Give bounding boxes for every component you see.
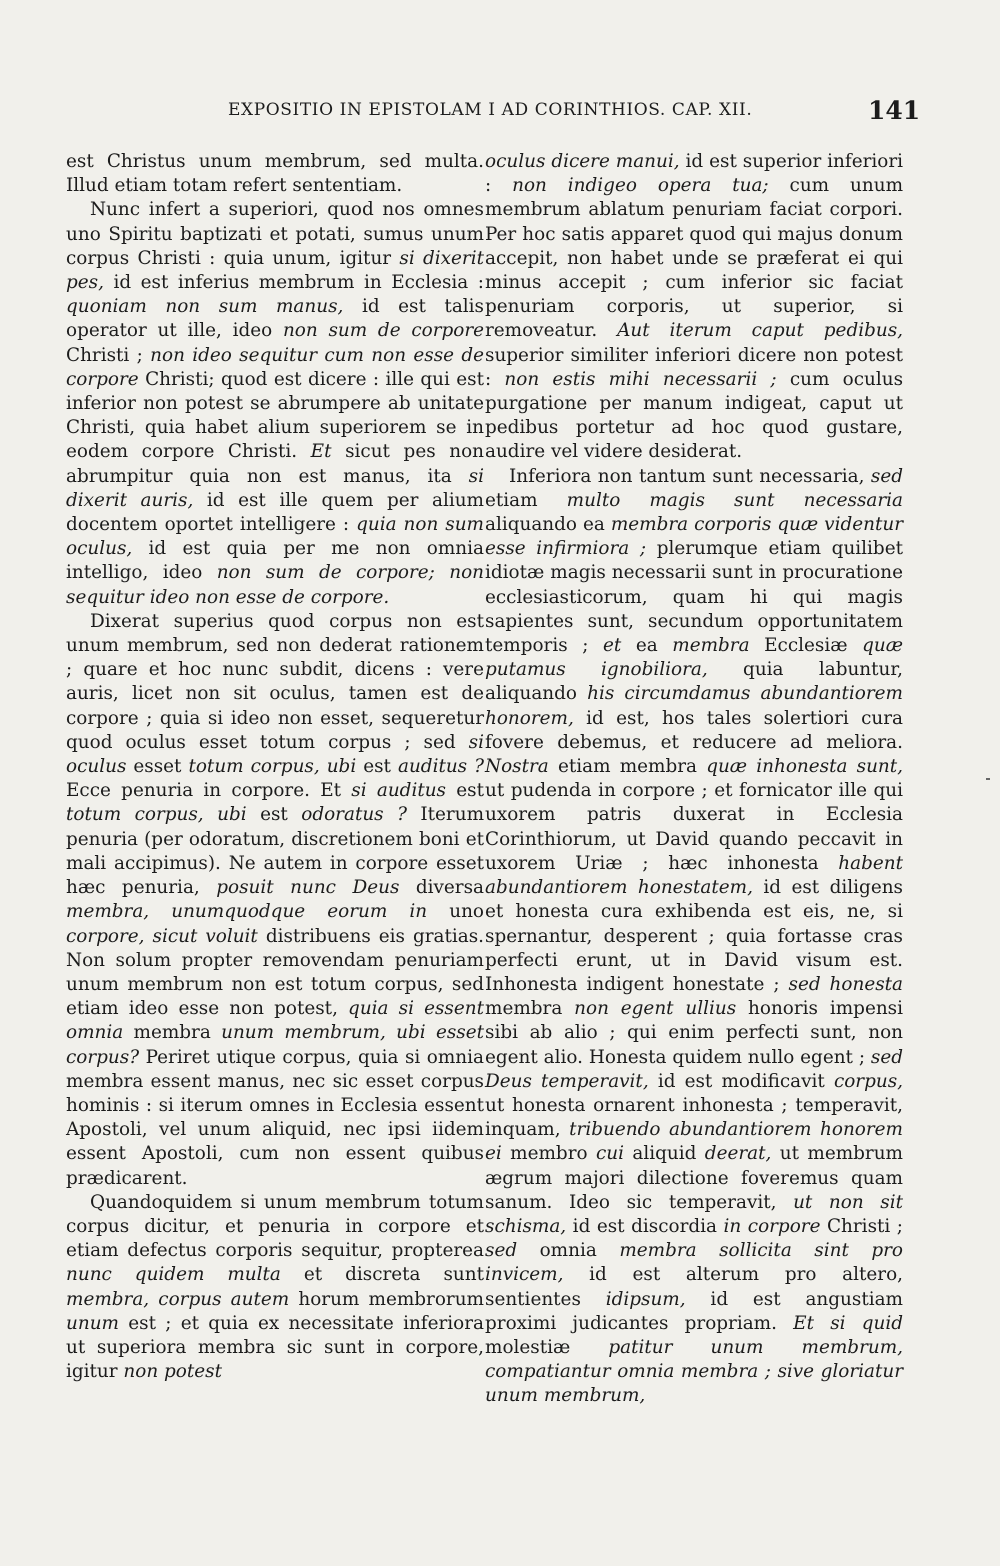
italic-text: non sum de corpore: [282, 320, 485, 342]
italic-text: membra, unumquodque eorum in: [66, 901, 428, 923]
text-run: ut membrum ægrum majori dilectione foveremus quam sanum. Ideo sic temperavit,: [485, 1143, 903, 1213]
italic-text: tribuendo abundantiorem honorem ei: [485, 1119, 903, 1165]
italic-text: totum corpus, ubi: [188, 756, 357, 778]
running-title: EXPOSITIO IN EPISTOLAM I AD CORINTHIOS. CAP. XII.: [228, 100, 753, 120]
text-run: est: [356, 756, 398, 778]
text-run: Christi; quod est dicere : ille qui est inferior non potest se abrumpere ab unitate Christi, quia habet alium superiorem se in eodem corpore Christi.: [66, 368, 484, 463]
text-run: Ecce penuria in corpore. Et: [66, 780, 352, 802]
text-run: uno: [427, 901, 484, 923]
italic-text: non egent ullius: [574, 998, 737, 1020]
italic-text: quia si essent omnia: [66, 998, 484, 1044]
text-run: id est, hos tales solertiori cura fovere debemus, et reducere ad meliora.: [485, 707, 903, 753]
italic-text: multo magis sunt necessaria: [566, 489, 903, 511]
left-column: [66, 150, 484, 1384]
italic-text: non potest: [123, 1361, 222, 1383]
text-run: cum oculus purgatione per manum indigeat, caput ut pedibus portetur ad hoc quod gustare, audire vel videre desiderat.: [485, 368, 904, 463]
text-run: est: [246, 804, 302, 826]
paragraph: [485, 150, 903, 465]
text-run: honoris impensi sibi ab alio ; qui enim perfecti sunt, non egent alio. Honesta quidem nullo egent ;: [485, 998, 903, 1068]
text-run: aliquid: [624, 1143, 705, 1165]
text-run: et discreta sunt: [280, 1264, 485, 1286]
text-run: esset: [126, 756, 189, 778]
text-run: Ecclesiæ: [749, 635, 863, 657]
text-run: Quandoquidem si unum membrum totum corpus dicitur, et penuria in corpore et etiam defectus corporis sequitur, propterea: [66, 1191, 484, 1262]
italic-text: idipsum,: [605, 1288, 686, 1310]
text-run: molestiæ: [485, 1336, 609, 1358]
page-speck: [986, 778, 990, 780]
italic-text: non ideo sequitur cum non esse de corpore: [66, 344, 484, 390]
text-run: cum unum membrum ablatum penuriam faciat corpori. Per hoc satis apparet quod qui majus donum accepit, non habet unde se præferat ei qui minus accepit ; cum inferior sic faciat penuriam corporis, ut superior, si removeatur.: [485, 175, 904, 342]
italic-text: quoniam non sum manus,: [66, 296, 344, 318]
paragraph: [66, 150, 484, 198]
text-run: Periret utique corpus, quia si omnia membra essent manus, nec sic esset corpus hominis : si iterum omnes in Ecclesia essent Apostoli, vel unum aliquid, nec ipsi iidem essent Apostoli, cum non essent quibus prædicarent.: [66, 1046, 484, 1189]
text-run: membra: [485, 998, 575, 1020]
text-run: Inferiora non tantum sunt necessaria,: [509, 465, 871, 487]
text-run: est: [446, 780, 484, 802]
italic-text: quæ inhonesta sunt,: [706, 756, 904, 778]
text-run: ut honesta ornarent inhonesta ; temperavit, inquam,: [485, 1094, 903, 1141]
italic-text: in corpore: [723, 1215, 821, 1237]
paragraph: [66, 610, 484, 1191]
italic-text: posuit nunc Deus: [216, 877, 400, 899]
italic-text: sed honesta: [788, 973, 903, 995]
paragraph: [485, 465, 903, 1409]
text-run: id est superior inferiori :: [485, 151, 904, 197]
text-run: id est diligens et honesta cura exhibenda est eis, ne, si spernantur, desperent ; quia fortasse cras perfecti erunt, ut in David visum est. Inhonesta indigent honestate ;: [485, 877, 903, 995]
text-run: id est angustiam proximi judicantes propriam.: [485, 1288, 903, 1334]
text-run: id est discordia: [566, 1215, 724, 1237]
italic-text: non indigeo opera tua;: [512, 175, 769, 197]
text-run: Dixerat superius quod corpus non est unum membrum, sed non dederat rationem ; quare et hoc nunc subdit, dicens : vere auris, licet non sit oculus, tamen est de corpore ; quia si ideo non esset, sequeretur quod oculus esset totum corpus ; sed: [66, 610, 484, 753]
italic-text: totum corpus, ubi: [66, 804, 247, 826]
text-run: id est modificavit: [648, 1070, 834, 1092]
italic-text: si oculus: [66, 731, 484, 778]
italic-text: non estis mihi necessarii ;: [504, 368, 777, 390]
page-number: 141: [868, 96, 921, 125]
text-run: etiam membra: [548, 756, 707, 778]
text-run: id est ille quem per alium docentem oportet intelligere :: [66, 489, 484, 536]
text-run: sicut pes non abrumpitur quia non est manus, ita: [66, 441, 484, 487]
text-run: ut pudenda in corpore ; et fornicator ille qui uxorem patris duxerat in Ecclesia Corinthiorum, ut David quando peccavit in uxorem Uriæ ; hæc inhonesta: [485, 780, 903, 874]
text-run: Nunc infert a superiori, quod nos omnes uno Spiritu baptizati et potati, sumus unum corpus Christi : quia unum, igitur: [66, 199, 484, 269]
italic-text: patitur unum membrum, compatiantur omnia membra ; sive gloriatur unum membrum,: [485, 1336, 903, 1407]
italic-text: deerat,: [704, 1143, 772, 1165]
text-run: id est quia per me non omnia intelligo, ideo: [66, 538, 484, 584]
paragraph: [66, 1191, 484, 1385]
text-run: omnia: [517, 1240, 620, 1262]
text-run: est Christus unum membrum, sed multa. Illud etiam totam refert sententiam.: [66, 151, 484, 197]
italic-text: oculus dicere manui,: [485, 151, 680, 172]
text-run: membro: [501, 1143, 596, 1165]
italic-text: si dixerit pes,: [66, 247, 484, 294]
text-run: horum membrorum: [289, 1288, 484, 1310]
text-run: distribuens eis gratias. Non solum propter removendam penuriam unum membrum non est totum corpus, sed etiam ideo esse non potest,: [66, 925, 484, 1020]
text-run: diversa: [399, 877, 485, 899]
italic-text: sed: [485, 1240, 518, 1262]
italic-text: Et si quid: [793, 1312, 903, 1334]
paragraph: [66, 198, 484, 609]
italic-text: et: [603, 635, 622, 657]
text-run: plerumque etiam quilibet idiotæ magis necessarii sunt in procuratione ecclesiasticorum, quam hi qui magis sapientes sunt, secundum opportunitatem temporis ;: [485, 538, 903, 657]
italic-text: quæ putamus ignobiliora,: [485, 635, 903, 681]
italic-text: sed: [870, 465, 903, 487]
italic-text: his circumdamus abundantiorem honorem,: [485, 683, 903, 729]
italic-text: unum membrum, ubi esset corpus?: [66, 1022, 484, 1068]
italic-text: membra sollicita sint pro invicem,: [485, 1240, 903, 1286]
italic-text: habent abundantiorem honestatem,: [485, 852, 903, 899]
text-run: ea: [621, 635, 673, 657]
text-run: id est alterum pro altero, sentientes: [485, 1264, 903, 1310]
italic-text: Et: [310, 441, 332, 463]
text-run: Christi ;: [66, 344, 151, 366]
italic-text: Nostra: [485, 756, 549, 778]
italic-text: membra, corpus autem: [66, 1288, 290, 1310]
italic-text: corpus,: [833, 1070, 904, 1092]
text-run: est ; et quia ex necessitate inferiora ut superiora membra sic sunt in corpore, igitur: [66, 1312, 484, 1383]
italic-text: Aut iterum caput pedibus,: [617, 320, 903, 342]
text-run: etiam: [485, 489, 567, 511]
italic-text: si auditus: [351, 780, 446, 802]
italic-text: si dixerit auris,: [66, 465, 484, 511]
text-run: id est talis operator ut ille, ideo: [66, 296, 484, 342]
italic-text: auditus ?: [397, 756, 485, 778]
italic-text: sed Deus temperavit,: [485, 1046, 903, 1092]
italic-text: unum: [66, 1312, 119, 1334]
italic-text: corpore, sicut voluit: [66, 925, 258, 947]
page-header: [0, 98, 1000, 128]
italic-text: nunc quidem multa: [66, 1264, 281, 1286]
text-run: quia labuntur, aliquando: [485, 659, 904, 705]
text-run: superior similiter inferiori dicere non potest :: [485, 344, 903, 390]
italic-text: membra: [672, 635, 750, 657]
italic-text: non sum de corpore; non sequitur ideo non esse de corpore.: [66, 562, 484, 608]
text-run: id est inferius membrum in Ecclesia :: [103, 272, 484, 294]
italic-text: quia non sum oculus,: [66, 514, 484, 560]
right-column: [485, 150, 903, 1409]
italic-text: ut non sit schisma,: [485, 1191, 903, 1237]
text-run: Iterum penuria (per odoratum, discretionem boni et mali accipimus). Ne autem in corpore esset hæc penuria,: [66, 804, 485, 899]
text-run: membra: [123, 1022, 222, 1044]
italic-text: membra corporis quæ videntur esse infirmiora ;: [485, 514, 903, 560]
italic-text: odoratus ?: [301, 804, 407, 826]
text-run: aliquando ea: [485, 514, 611, 536]
italic-text: cui: [595, 1143, 624, 1165]
text-run: Christi ;: [820, 1215, 904, 1237]
